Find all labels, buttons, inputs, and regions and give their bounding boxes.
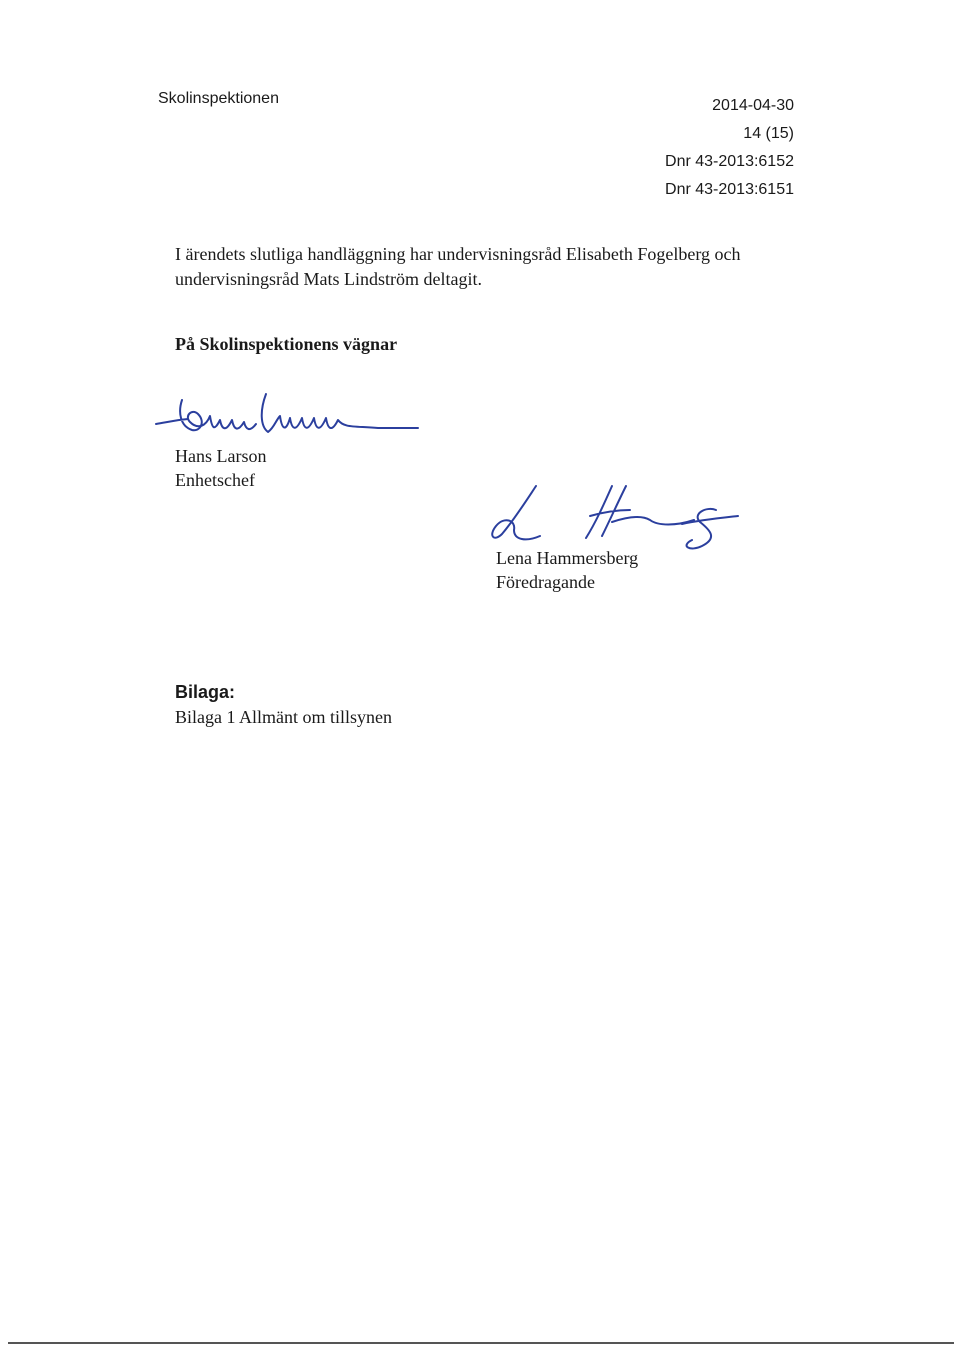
signer-block-1 bbox=[175, 444, 266, 492]
signer-1-title: Enhetschef bbox=[175, 470, 255, 490]
body-paragraph bbox=[175, 242, 815, 292]
case-number-2: Dnr 43-2013:6151 bbox=[665, 181, 794, 198]
case-number-1: Dnr 43-2013:6152 bbox=[665, 153, 794, 170]
page-number: 14 (15) bbox=[743, 125, 794, 142]
signer-2-name: Lena Hammersberg bbox=[496, 548, 639, 568]
attachment-item: Bilaga 1 Allmänt om tillsynen bbox=[175, 707, 392, 727]
body-line-2: undervisningsråd Mats Lindström deltagit. bbox=[175, 269, 482, 289]
body-line-1: I ärendets slutliga handläggning har undervisningsråd Elisabeth Fogelberg och bbox=[175, 244, 741, 264]
closing-phrase: På Skolinspektionens vägnar bbox=[175, 334, 398, 354]
footer-divider bbox=[8, 1342, 954, 1344]
document-date: 2014-04-30 bbox=[712, 97, 794, 114]
organization-name: Skolinspektionen bbox=[158, 90, 279, 107]
signer-block-2 bbox=[496, 546, 638, 594]
signer-1-name: Hans Larson bbox=[175, 446, 267, 466]
signer-2-title: Föredragande bbox=[496, 572, 595, 592]
document-meta bbox=[665, 92, 794, 204]
attachments-heading: Bilaga: bbox=[175, 682, 236, 702]
